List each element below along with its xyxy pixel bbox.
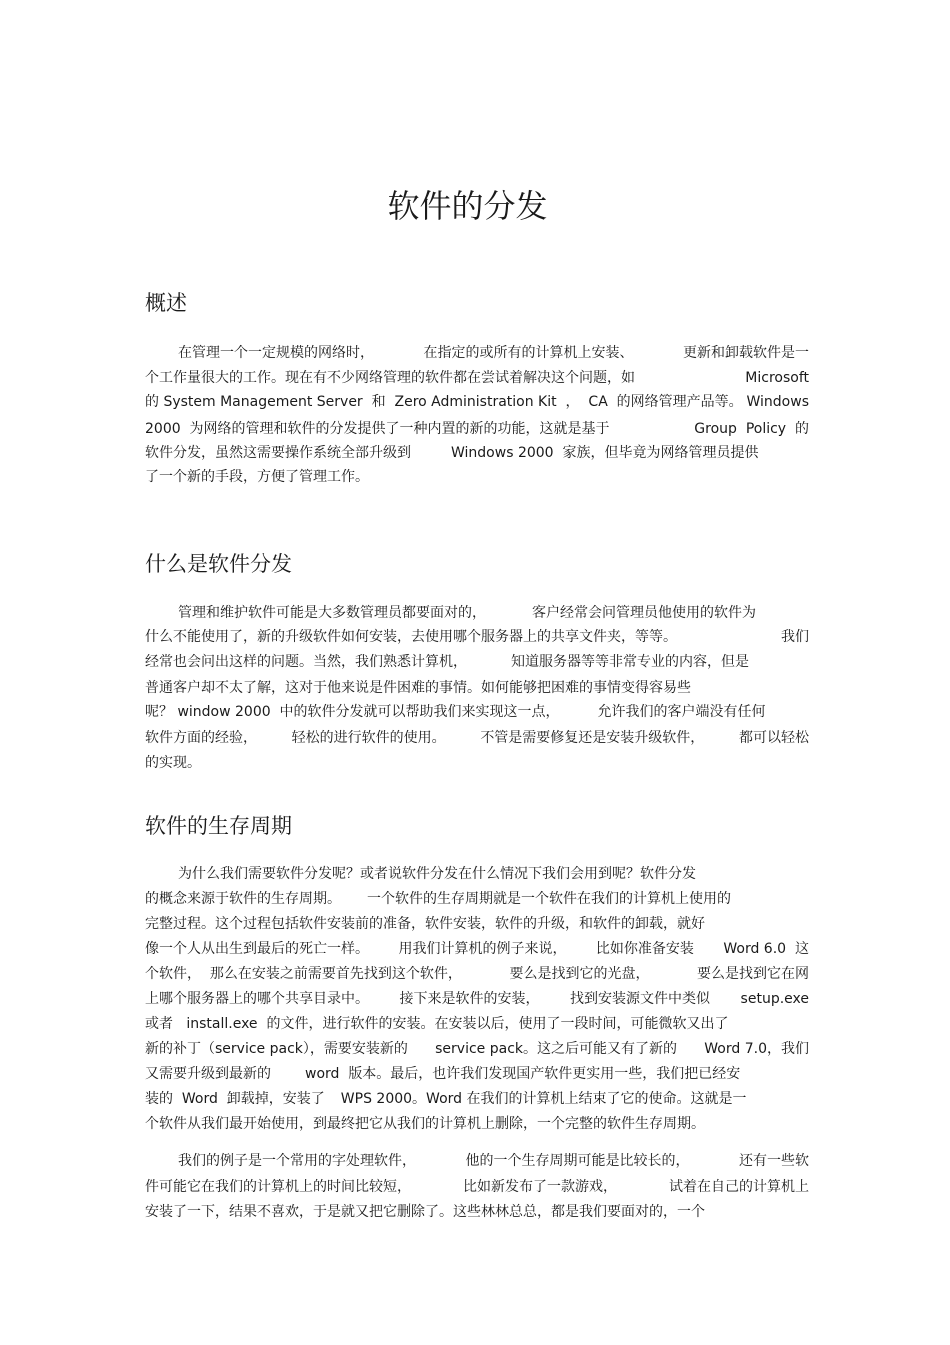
text-segment: 完整过程。这个过程包括软件安装前的准备，软件安装，软件的升级，和软件的卸载，就好 [145,916,705,932]
paragraph-line [145,369,809,387]
paragraph-line [145,1115,809,1133]
text-segment: 上哪个服务器上的哪个共享目录中。 [145,991,369,1007]
paragraph-line [145,1203,809,1221]
section-heading-what-is-distribution: 什么是软件分发 [145,552,292,576]
text-segment: 在指定的或所有的计算机上安装、 [423,345,634,361]
text-segment: 个软件， 那么在安装之前需要首先找到这个软件， [145,966,462,982]
text-segment: 还有一些软 [739,1153,809,1169]
text-segment: 他的一个生存周期可能是比较长的， [465,1153,690,1169]
text-segment: Microsoft [745,370,809,386]
paragraph-line [145,865,809,883]
text-segment: 件可能它在我们的计算机上的时间比较短， [145,1179,411,1195]
paragraph-line [145,679,809,697]
text-segment: 像一个人从出生到最后的死亡一样。 [145,941,369,957]
paragraph-line [145,1040,809,1058]
text-segment: 装的 Word 卸载掉，安装了 [145,1091,325,1107]
text-segment: 又需要升级到最新的 [145,1066,271,1082]
paragraph-line [145,1015,809,1033]
paragraph-line [145,344,809,362]
text-segment: 我们 [781,629,809,645]
text-segment: 要么是找到它的光盘， [509,966,650,982]
text-segment: 允许我们的客户端没有任何 [597,704,766,720]
paragraph-line [145,754,809,772]
text-segment: 知道服务器等等非常专业的内容，但是 [511,654,749,670]
text-segment: 经常也会问出这样的问题。当然，我们熟悉计算机， [145,654,467,670]
paragraph-line [145,703,809,721]
paragraph-line [145,1065,809,1083]
paragraph-line [145,604,809,622]
text-segment: 个软件从我们最开始使用，到最终把它从我们的计算机上删除，一个完整的软件生存周期。 [145,1116,705,1132]
text-segment: 什么不能使用了，新的升级软件如何安装，去使用哪个服务器上的共享文件夹，等等。 [145,629,677,645]
paragraph-line [145,890,809,908]
text-segment: 了一个新的手段，方便了管理工作。 [145,469,369,485]
section-heading-overview: 概述 [145,291,187,315]
text-segment: 比如新发布了一款游戏， [463,1179,617,1195]
text-segment: 接下来是软件的安装， [399,991,540,1007]
text-segment: 一个软件的生存周期就是一个软件在我们的计算机上使用的 [367,891,731,907]
text-segment: 试着在自己的计算机上 [669,1179,809,1195]
text-segment: 用我们计算机的例子来说， [398,941,567,957]
paragraph-line [145,1152,809,1170]
text-segment: 2000 为网络的管理和软件的分发提供了一种内置的新的功能，这就是基于 [145,421,610,437]
text-segment: word 版本。最后，也许我们发现国产软件更实用一些，我们把已经安 [305,1066,741,1082]
section-heading-lifecycle: 软件的生存周期 [145,814,292,838]
paragraph-line [145,468,809,486]
text-segment: 的概念来源于软件的生存周期。 [145,891,341,907]
text-segment: 的 System Management Server 和 Zero Administration Kit ， CA 的网络管理产品等。 [145,394,743,410]
text-segment: service pack。这之后可能又有了新的 [435,1041,678,1057]
paragraph-line [145,940,809,958]
text-segment: setup.exe [740,991,809,1007]
text-segment: 都可以轻松 [738,730,809,746]
text-segment: 我们的例子是一个常用的字处理软件， [178,1153,416,1169]
text-segment: 或者 install.exe 的文件，进行软件的安装。在安装以后，使用了一段时间，可能微软又出了 [145,1016,729,1032]
text-segment: 要么是找到它在网 [697,966,809,982]
text-segment: Word 6.0 这 [723,941,809,957]
paragraph-line [145,990,809,1008]
document-title: 软件的分发 [387,187,548,225]
paragraph-line [145,915,809,933]
paragraph-line [145,628,809,646]
text-segment: 普通客户却不太了解，这对于他来说是件困难的事情。如何能够把困难的事情变得容易些 [145,680,691,696]
text-segment: 的实现。 [145,755,201,771]
text-segment: 在管理一个一定规模的网络时， [178,345,374,361]
text-segment: 比如你准备安装 [595,941,694,957]
paragraph-line [145,1090,809,1108]
text-segment: 新的补丁（service pack），需要安装新的 [145,1041,408,1057]
text-segment: Group Policy 的 [694,421,809,437]
paragraph-line [145,965,809,983]
text-segment: Windows [746,394,809,410]
paragraph-line [145,444,809,462]
text-segment: 个工作量很大的工作。现在有不少网络管理的软件都在尝试着解决这个问题，如 [145,370,635,386]
text-segment: 呢？ window 2000 中的软件分发就可以帮助我们来实现这一点， [145,704,560,720]
text-segment: 为什么我们需要软件分发呢？或者说软件分发在什么情况下我们会用到呢？软件分发 [178,866,696,882]
text-segment: 找到安装源文件中类似 [570,991,711,1007]
paragraph-line [145,1178,809,1196]
paragraph-line [145,653,809,671]
paragraph-line [145,729,809,747]
text-segment: 安装了一下，结果不喜欢，于是就又把它删除了。这些林林总总，都是我们要面对的，一个 [145,1204,705,1220]
text-segment: WPS 2000。Word 在我们的计算机上结束了它的使命。这就是一 [340,1091,747,1107]
text-segment: 软件分发，虽然这需要操作系统全部升级到 [145,445,411,461]
paragraph-line [145,393,809,411]
text-segment: Windows 2000 家族，但毕竟为网络管理员提供 [451,445,759,461]
text-segment: Word 7.0，我们 [704,1041,809,1057]
text-segment: 轻松的进行软件的使用。 [291,730,446,746]
text-segment: 客户经常会问管理员他使用的软件为 [532,605,756,621]
text-segment: 管理和维护软件可能是大多数管理员都要面对的， [178,605,486,621]
paragraph-line [145,420,809,438]
text-segment: 软件方面的经验， [145,730,257,746]
text-segment: 不管是需要修复还是安装升级软件， [480,730,705,746]
text-segment: 更新和卸载软件是一 [683,345,809,361]
